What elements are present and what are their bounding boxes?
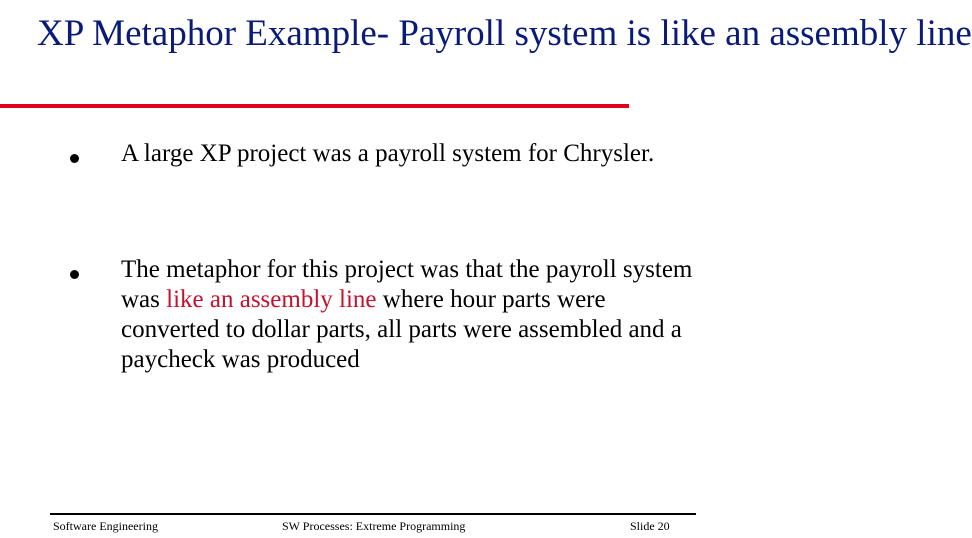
bullet-text: A large XP project was a payroll system for Chrysler.: [121, 140, 655, 167]
bullet-text-after: where hour parts were converted to dollar parts, all parts were assembled and a paycheck was produced: [121, 286, 682, 373]
slide-title: XP Metaphor Example- Payroll system is like an assembly line: [37, 13, 972, 54]
slide-number: Slide 20: [630, 519, 670, 533]
footer-topic: SW Processes: Extreme Programming: [282, 519, 466, 533]
footer-course: Software Engineering: [53, 519, 158, 533]
bullet-dot-icon: [70, 270, 79, 279]
title-divider: [0, 104, 629, 108]
bullet-text: [121, 255, 696, 375]
footer-divider: [50, 513, 696, 515]
bullet-dot-icon: [70, 154, 79, 163]
bullet-text-before: The metaphor for this project was that the payroll system was: [121, 256, 693, 313]
bullet-highlight: like an assembly line: [166, 286, 377, 313]
